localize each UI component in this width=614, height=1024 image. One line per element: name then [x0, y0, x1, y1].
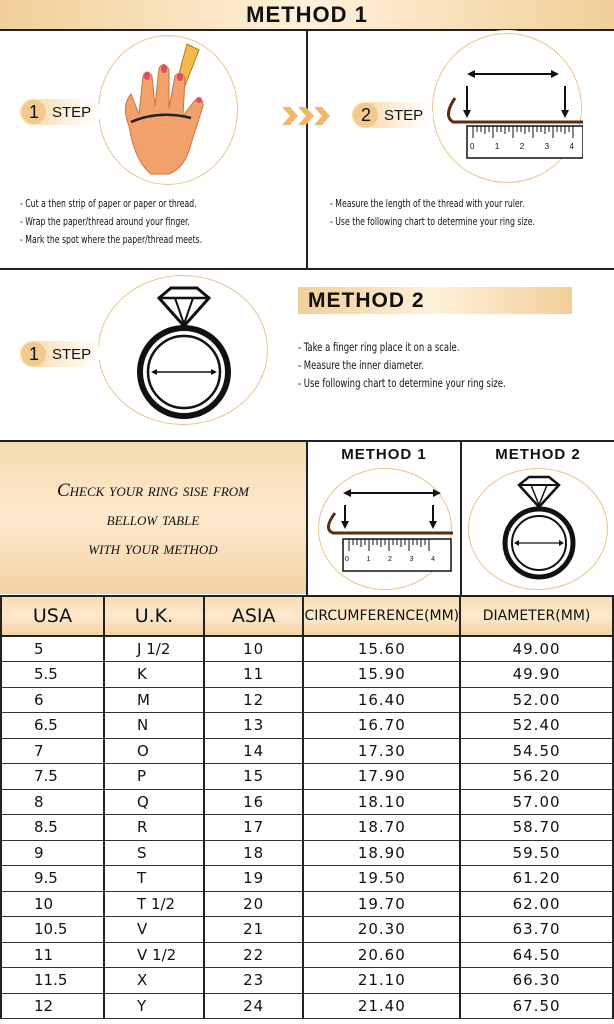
instruction-line: - Use the following chart to determine your ring size.	[330, 213, 535, 231]
cell-usa: 10	[1, 891, 104, 917]
instruction-line: - Wrap the paper/thread around your finger.	[20, 213, 202, 231]
cell-usa: 9	[1, 840, 104, 866]
method1-step1-badge	[20, 99, 101, 125]
table-row	[1, 968, 613, 994]
cell-asia: 13	[204, 713, 304, 739]
cell-circumference: 15.90	[303, 662, 460, 688]
cell-circumference: 18.70	[303, 815, 460, 841]
cell-diameter: 63.70	[460, 917, 613, 943]
cell-diameter: 52.00	[460, 687, 613, 713]
ruler-tick-label: 4	[569, 142, 574, 151]
cell-asia: 18	[204, 840, 304, 866]
table-row	[1, 815, 613, 841]
cell-uk: T	[104, 866, 204, 892]
thread-ruler-icon	[433, 34, 583, 184]
cell-diameter: 58.70	[460, 815, 613, 841]
cell-circumference: 17.90	[303, 764, 460, 790]
ruler-tick-label: 2	[388, 556, 392, 563]
method1-step2-instructions	[330, 195, 535, 231]
cell-asia: 11	[204, 662, 304, 688]
cell-asia: 20	[204, 891, 304, 917]
cell-uk: R	[104, 815, 204, 841]
cell-asia: 19	[204, 866, 304, 892]
table-row	[1, 789, 613, 815]
cell-uk: V	[104, 917, 204, 943]
header-diameter: DIAMETER(MM)	[460, 596, 613, 636]
cell-uk: Q	[104, 789, 204, 815]
table-row	[1, 636, 613, 662]
instruction-line: - Mark the spot where the paper/thread meets.	[20, 231, 202, 249]
cell-uk: J 1/2	[104, 636, 204, 662]
cell-usa: 7	[1, 738, 104, 764]
ruler-illustration	[432, 33, 582, 183]
cell-diameter: 67.50	[460, 993, 613, 1019]
cell-usa: 9.5	[1, 866, 104, 892]
table-row	[1, 738, 613, 764]
check-line: bellow table	[106, 509, 200, 530]
hand-illustration	[98, 35, 238, 185]
cell-asia: 22	[204, 942, 304, 968]
method1-ruler-small	[318, 468, 452, 590]
divider	[460, 442, 462, 595]
divider	[306, 29, 308, 269]
check-line: with your method	[88, 538, 218, 559]
cell-usa: 7.5	[1, 764, 104, 790]
table-row	[1, 891, 613, 917]
cell-diameter: 62.00	[460, 891, 613, 917]
header-usa: USA	[1, 596, 104, 636]
ruler	[467, 126, 583, 158]
step-number: 1	[22, 342, 46, 366]
col-method1-title: METHOD 1	[341, 446, 427, 463]
ruler-ticks-icon	[467, 126, 583, 140]
cell-usa: 11	[1, 942, 104, 968]
instruction-line: - Measure the length of the thread with your ruler.	[330, 195, 535, 213]
cell-asia: 12	[204, 687, 304, 713]
cell-asia: 15	[204, 764, 304, 790]
cell-diameter: 54.50	[460, 738, 613, 764]
divider	[306, 442, 308, 595]
header-circumference: CIRCUMFERENCE(MM)	[303, 596, 460, 636]
cell-circumference: 19.70	[303, 891, 460, 917]
header-asia: ASIA	[204, 596, 304, 636]
cell-asia: 23	[204, 968, 304, 994]
ruler-tick-label: 3	[544, 142, 550, 151]
cell-diameter: 66.30	[460, 968, 613, 994]
step-label: STEP	[52, 103, 92, 121]
cell-circumference: 16.40	[303, 687, 460, 713]
step-number: 2	[354, 103, 378, 127]
ruler-tick-label: 3	[409, 556, 414, 563]
cell-usa: 10.5	[1, 917, 104, 943]
cell-asia: 16	[204, 789, 304, 815]
step-label: STEP	[52, 345, 92, 363]
ruler-tick-label: 4	[431, 556, 435, 563]
thread-ruler-icon	[319, 469, 453, 591]
cell-uk: V 1/2	[104, 942, 204, 968]
check-line: Check your ring sise from	[57, 480, 249, 501]
cell-circumference: 18.10	[303, 789, 460, 815]
diamond-ring-icon	[99, 276, 269, 426]
cell-diameter: 59.50	[460, 840, 613, 866]
table-row	[1, 866, 613, 892]
cell-usa: 12	[1, 993, 104, 1019]
instruction-line: - Measure the inner diameter.	[298, 356, 506, 374]
cell-uk: N	[104, 713, 204, 739]
ruler-tick-label: 1	[366, 556, 371, 563]
cell-uk: T 1/2	[104, 891, 204, 917]
header-uk: U.K.	[104, 596, 204, 636]
method2-instructions	[298, 338, 506, 392]
cell-circumference: 21.10	[303, 968, 460, 994]
table-row	[1, 687, 613, 713]
cell-diameter: 52.40	[460, 713, 613, 739]
cell-usa: 8.5	[1, 815, 104, 841]
col-method2-title: METHOD 2	[495, 446, 581, 463]
cell-uk: M	[104, 687, 204, 713]
table-row	[1, 764, 613, 790]
ruler-tick-label: 0	[345, 556, 349, 563]
instruction-line: - Use following chart to determine your ring size.	[298, 374, 506, 392]
cell-uk: O	[104, 738, 204, 764]
instruction-line: - Cut a then strip of paper or paper or thread.	[20, 195, 202, 213]
diamond-ring-icon	[469, 469, 609, 591]
ruler-tick-label: 1	[494, 142, 500, 151]
cell-asia: 14	[204, 738, 304, 764]
cell-usa: 6.5	[1, 713, 104, 739]
method1-step1-instructions	[20, 195, 202, 249]
method2-step1-badge	[20, 341, 101, 367]
cell-diameter: 49.90	[460, 662, 613, 688]
cell-uk: P	[104, 764, 204, 790]
instruction-line: - Take a finger ring place it on a scale.	[298, 338, 506, 356]
cell-diameter: 56.20	[460, 764, 613, 790]
table-row	[1, 917, 613, 943]
table-row	[1, 993, 613, 1019]
cell-diameter: 49.00	[460, 636, 613, 662]
cell-circumference: 21.40	[303, 993, 460, 1019]
table-row	[1, 713, 613, 739]
ruler-tick-label: 2	[519, 142, 525, 151]
cell-asia: 10	[204, 636, 304, 662]
cell-diameter: 61.20	[460, 866, 613, 892]
cell-asia: 24	[204, 993, 304, 1019]
method1-title: METHOD 1	[0, 0, 614, 29]
cell-circumference: 20.30	[303, 917, 460, 943]
table-row	[1, 840, 613, 866]
hand-thread-icon	[99, 36, 239, 186]
cell-circumference: 18.90	[303, 840, 460, 866]
check-ring-size-banner	[0, 442, 306, 594]
table-header-row	[1, 596, 613, 636]
cell-uk: X	[104, 968, 204, 994]
cell-asia: 21	[204, 917, 304, 943]
cell-uk: K	[104, 662, 204, 688]
ring-illustration	[98, 275, 268, 425]
cell-circumference: 15.60	[303, 636, 460, 662]
cell-usa: 11.5	[1, 968, 104, 994]
chevron-right-arrows-icon	[282, 105, 332, 127]
method2-ring-small	[468, 468, 608, 590]
cell-diameter: 64.50	[460, 942, 613, 968]
cell-usa: 5.5	[1, 662, 104, 688]
ring-size-table	[0, 595, 614, 1019]
cell-asia: 17	[204, 815, 304, 841]
cell-circumference: 17.30	[303, 738, 460, 764]
method1-step2-badge	[352, 102, 433, 128]
cell-circumference: 19.50	[303, 866, 460, 892]
table-row	[1, 662, 613, 688]
table-row	[1, 942, 613, 968]
cell-circumference: 20.60	[303, 942, 460, 968]
cell-usa: 8	[1, 789, 104, 815]
cell-uk: S	[104, 840, 204, 866]
divider	[0, 268, 614, 270]
cell-uk: Y	[104, 993, 204, 1019]
step-label: STEP	[384, 106, 424, 124]
method2-title: METHOD 2	[298, 287, 572, 314]
cell-diameter: 57.00	[460, 789, 613, 815]
step-number: 1	[22, 100, 46, 124]
ruler-tick-label: 0	[470, 142, 475, 151]
cell-circumference: 16.70	[303, 713, 460, 739]
cell-usa: 6	[1, 687, 104, 713]
cell-usa: 5	[1, 636, 104, 662]
